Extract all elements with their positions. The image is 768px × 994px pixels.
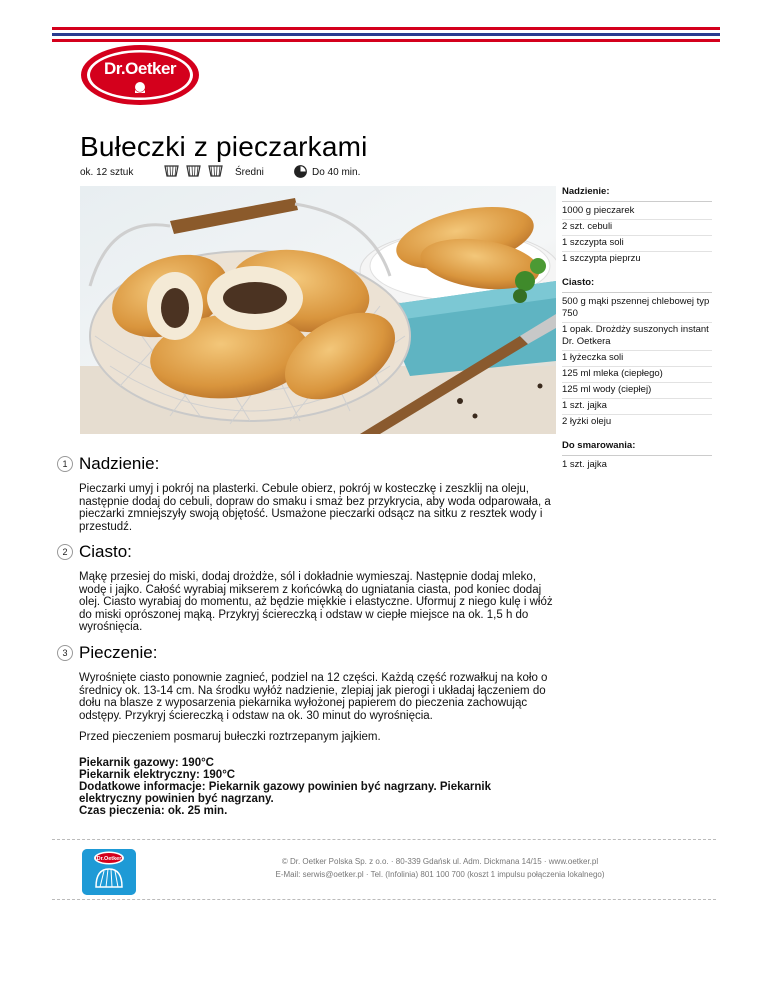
ingredient-item: 2 łyżki oleju <box>562 416 612 427</box>
step-paragraph: Mąkę przesiej do miski, dodaj drożdże, sól i dokładnie wymieszaj. Następnie dodaj mleko, wodę i jajko. Całość wyrabiaj mikserem z końcówką do ugniatania ciasta, pod koniec dodaj olej. Ciasto wyrabiaj do momentu, aż będzie miękkie i elastyczne. Uformuj z niego kulę i włóż do miski oprószonej mąką. Przykryj ściereczką i odstaw w ciepłe miejsce na ok. 1,5 h do wyrośnięcia. <box>79 571 553 633</box>
recipe-photo <box>80 186 556 434</box>
header-stripes <box>52 27 720 45</box>
baking-info <box>79 757 539 817</box>
svg-text:Dr.Oetker: Dr.Oetker <box>96 856 122 862</box>
step-3 <box>57 643 557 753</box>
baking-info-line: Piekarnik elektryczny: 190°C <box>79 769 236 781</box>
dr-oetker-logo <box>80 44 200 106</box>
step-number: 2 <box>57 544 73 560</box>
ingredient-item: 1 szczypta pieprzu <box>562 253 641 264</box>
ingredient-item: 500 g mąki pszennej chlebowej typ 750 <box>562 295 712 323</box>
ingredient-group <box>562 186 712 267</box>
footer-logo <box>82 849 136 895</box>
footer-contact: E-Mail: serwis@oetker.pl · Tel. (Infolinia) 801 100 700 (koszt 1 impulsu połączenia lokalnego) <box>275 870 605 879</box>
step-1 <box>57 454 557 542</box>
ingredient-item: 125 ml mleka (ciepłego) <box>562 367 712 383</box>
ingredient-group-heading: Ciasto: <box>562 277 712 293</box>
step-title: Nadzienie: <box>79 454 160 473</box>
ingredient-item: 1 łyżeczka soli <box>562 351 712 367</box>
footer-address: © Dr. Oetker Polska Sp. z o.o. · 80-339 Gdańsk ul. Adm. Dickmana 14/15 · www.oetker.pl <box>281 857 599 866</box>
ingredient-group-heading: Do smarowania: <box>562 440 712 456</box>
step-title: Pieczenie: <box>79 643 158 662</box>
cup-icon <box>163 164 180 178</box>
time-text: Do 40 min. <box>312 167 361 178</box>
ingredient-item: 1 szt. jajka <box>562 399 712 415</box>
baking-info-line: Czas pieczenia: ok. 25 min. <box>79 805 228 817</box>
clock-icon <box>294 165 307 178</box>
cup-icon <box>185 164 202 178</box>
step-paragraph: Pieczarki umyj i pokrój na plasterki. Cebule obierz, pokrój w kosteczkę i zeszklij na oleju, następnie dodaj do cebuli, dopraw do smaku i smaż bez przykrycia, aby woda odparowała, a pieczarki zmniejszyły swoją objętość. Usmażone pieczarki odsącz na sitku z resztek wody i przestudź. <box>79 483 551 533</box>
svg-text:Dr.Oetker: Dr.Oetker <box>103 59 177 78</box>
step-number: 1 <box>57 456 73 472</box>
cup-icon <box>207 164 224 178</box>
ingredient-item: 125 ml wody (ciepłej) <box>562 383 712 399</box>
baking-info-line: Piekarnik gazowy: 190°C <box>79 757 214 769</box>
ingredient-item: 2 szt. cebuli <box>562 220 712 236</box>
ingredient-item: 1 szt. jajka <box>562 459 607 470</box>
ingredient-group <box>562 277 712 430</box>
step-paragraph: Wyrośnięte ciasto ponownie zagnieć, podziel na 12 części. Każdą część rozwałkuj na koło o średnicy ok. 13-14 cm. Na środku wyłóż nadzienie, zlepiaj jak pierogi i układaj łączeniem do dołu na blasze z wyposarzenia piekarnika wyłożonej papierem do pieczenia zachowując odstępy. Przykryj ściereczką i odstaw na ok. 30 minut do wyrośnięcia. <box>79 672 548 722</box>
ingredient-item: 1 opak. Drożdży suszonych instant Dr. Oetkera <box>562 323 712 351</box>
step-2 <box>57 542 557 643</box>
baking-info-line: Dodatkowe informacje: Piekarnik gazowy powinien być nagrzany. Piekarnik elektryczny powinien być nagrzany. <box>79 781 491 805</box>
ingredient-group-heading: Nadzienie: <box>562 186 712 202</box>
step-title: Ciasto: <box>79 542 132 561</box>
portions-text: ok. 12 sztuk <box>80 167 134 178</box>
footer-divider <box>52 899 716 900</box>
difficulty-text: Średni <box>235 167 264 178</box>
step-number: 3 <box>57 645 73 661</box>
ingredient-group <box>562 440 712 473</box>
recipe-title: Bułeczki z pieczarkami <box>80 131 368 162</box>
step-paragraph: Przed pieczeniem posmaruj bułeczki roztrzepanym jajkiem. <box>79 731 381 743</box>
ingredient-item: 1000 g pieczarek <box>562 204 712 220</box>
ingredients-panel <box>562 186 712 483</box>
footer-divider <box>52 839 716 840</box>
difficulty-cups <box>163 164 224 178</box>
ingredient-item: 1 szczypta soli <box>562 236 712 252</box>
